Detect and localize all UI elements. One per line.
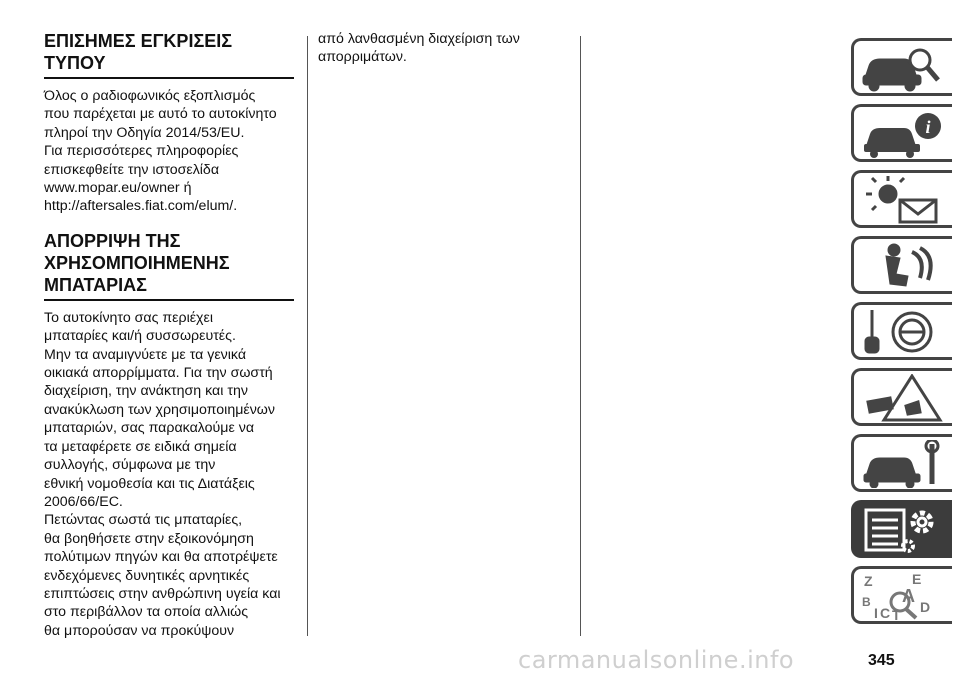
- section-text-type-approvals: [44, 87, 294, 216]
- heading-line: ΜΠΑΤΑΡΙΑΣ: [44, 274, 147, 295]
- text-line: θα μπορούσαν να προκύψουν: [44, 622, 235, 639]
- text-line: συλλογής, σύμφωνα με την: [44, 457, 216, 474]
- text-line: πολύτιμων πηγών και θα αποτρέψετε: [44, 549, 278, 566]
- continued-text: [318, 30, 568, 67]
- column-divider-right: [580, 36, 581, 636]
- chapter-tab-warning-lights[interactable]: [851, 170, 952, 228]
- text-line: επιπτώσεις στην ανθρώπινη υγεία και: [44, 585, 281, 602]
- index-letter: T: [892, 607, 901, 620]
- warning-light-message-icon: [860, 176, 946, 224]
- index-letter: A: [902, 586, 915, 606]
- text-line: Όλος ο ραδιοφωνικός εξοπλισμός: [44, 88, 256, 104]
- column-divider-left: [307, 36, 308, 636]
- watermark: carmanualsonline.info: [518, 646, 795, 674]
- chapter-tab-technical-data[interactable]: [851, 500, 952, 558]
- page-number: 345: [868, 652, 895, 669]
- heading-line: ΑΠΟΡΡΙΨΗ ΤΗΣ: [44, 230, 181, 251]
- chapter-tab-starting-driving[interactable]: [851, 302, 952, 360]
- text-line: πληροί την Οδηγία 2014/53/EU.: [44, 124, 245, 141]
- text-line: οικιακά απορρίμματα. Για την σωστή: [44, 365, 273, 382]
- text-line: διαχείριση, την ανάκτηση και την: [44, 383, 248, 400]
- section-heading-battery-disposal: [44, 230, 294, 301]
- heading-line: ΧΡΗΣΟΜΠΟΙΗΜΕΝΗΣ: [44, 252, 230, 273]
- car-wrench-icon: [860, 440, 946, 488]
- text-line: εθνική νομοθεσία και τις Διατάξεις: [44, 475, 255, 492]
- chapter-tab-index[interactable]: [851, 566, 952, 624]
- text-line: από λανθασμένη διαχείριση των: [318, 31, 520, 47]
- chapter-tab-knowing-car[interactable]: [851, 38, 952, 96]
- chapter-tabs: [851, 38, 960, 632]
- text-line: απορριμάτων.: [318, 49, 407, 66]
- chapter-tab-emergency[interactable]: [851, 368, 952, 426]
- index-letter: B: [862, 595, 871, 609]
- chapter-tab-info[interactable]: [851, 104, 952, 162]
- text-line: τα μεταφέρετε σε ειδικά σημεία: [44, 438, 237, 455]
- left-column: [44, 30, 294, 640]
- index-letter: I: [874, 605, 878, 620]
- index-letters-icon: [860, 572, 946, 620]
- text-line: 2006/66/EC.: [44, 493, 123, 510]
- warning-triangle-icon: [860, 374, 946, 422]
- middle-column: [318, 30, 568, 67]
- section-text-battery-disposal: [44, 309, 294, 640]
- index-letter: Z: [864, 573, 873, 589]
- text-line: ενδεχόμενες δυνητικές αρνητικές: [44, 567, 250, 584]
- text-line: ανακύκλωση των χρησιμοποιημένων: [44, 401, 275, 418]
- text-line: Για περισσότερες πληροφορίες: [44, 143, 239, 160]
- text-line: μπαταριών, σας παρακαλούμε να: [44, 420, 255, 437]
- seat-airbag-icon: [860, 242, 946, 290]
- list-gear-icon: [860, 506, 946, 554]
- heading-line: ΤΥΠΟΥ: [44, 53, 106, 73]
- text-line: επισκεφθείτε την ιστοσελίδα: [44, 161, 220, 178]
- index-letter: E: [912, 572, 922, 587]
- section-heading-type-approvals: [44, 30, 294, 79]
- text-line: που παρέχεται με αυτό το αυτοκίνητο: [44, 106, 277, 123]
- text-line: μπαταρίες και/ή συσσωρευτές.: [44, 328, 236, 345]
- car-info-icon: [860, 110, 946, 158]
- key-steering-wheel-icon: [860, 308, 946, 356]
- svg-text:i: i: [925, 117, 931, 137]
- chapter-tab-safety[interactable]: [851, 236, 952, 294]
- text-line: στο περιβάλλον τα οποία αλλιώς: [44, 604, 249, 621]
- heading-line: ΕΠΙΣΗΜΕΣ ΕΓΚΡΙΣΕΙΣ: [44, 31, 233, 51]
- text-line: Μην τα αναμιγνύετε με τα γενικά: [44, 346, 247, 363]
- index-letter: C: [880, 605, 891, 620]
- index-letter: D: [920, 599, 931, 615]
- text-line: θα βοηθήσετε στην εξοικονόμηση: [44, 530, 254, 547]
- car-search-icon: [860, 44, 946, 92]
- text-line: http://aftersales.fiat.com/elum/.: [44, 198, 238, 215]
- text-line: Το αυτοκίνητο σας περιέχει: [44, 309, 213, 326]
- text-line: Πετώντας σωστά τις μπαταρίες,: [44, 512, 243, 529]
- text-line: www.mopar.eu/owner ή: [44, 180, 192, 197]
- chapter-tab-maintenance[interactable]: [851, 434, 952, 492]
